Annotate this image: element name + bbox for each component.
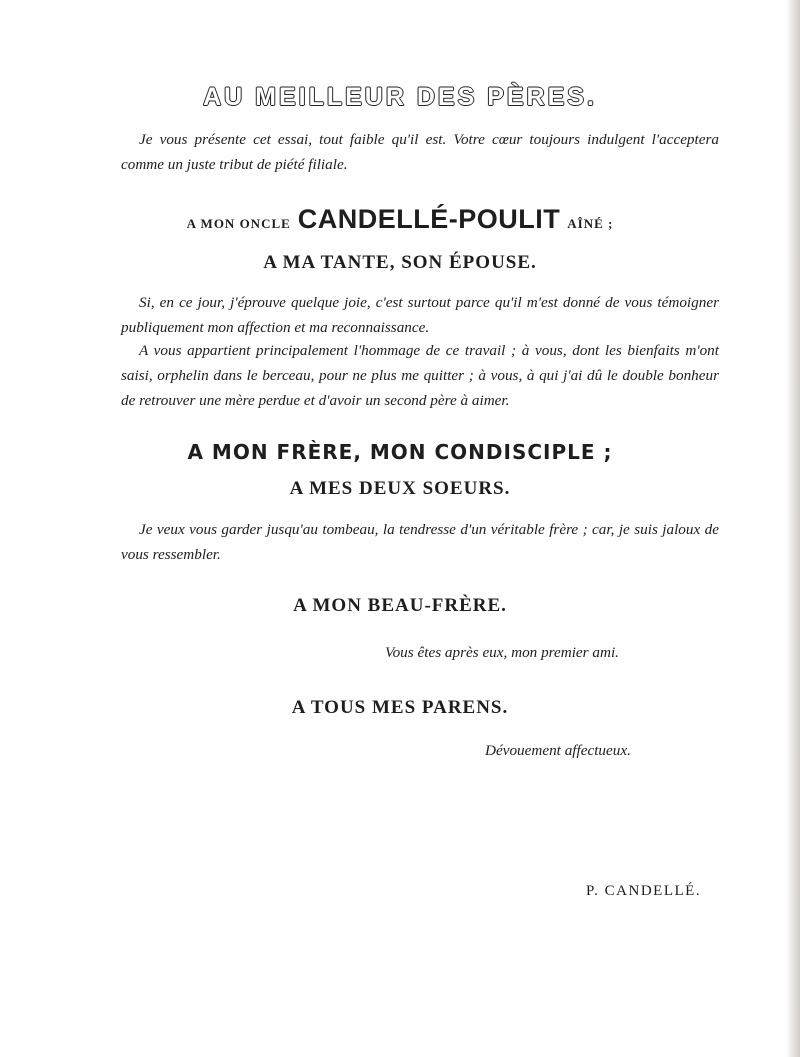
dedication-soeurs-heading: A MES DEUX SOEURS. bbox=[289, 478, 511, 499]
oncle-name: CANDELLÉ-POULIT bbox=[297, 204, 561, 234]
dedication-frere-heading: A MON FRÈRE, MON CONDISCIPLE ; bbox=[187, 440, 613, 464]
oncle-prefix: A MON ONCLE bbox=[186, 216, 291, 231]
dedication-beau-frere-text: Vous êtes après eux, mon premier ami. bbox=[385, 644, 619, 661]
dedication-beau-frere-heading: A MON BEAU-FRÈRE. bbox=[293, 595, 507, 616]
dedication-title: AU MEILLEUR DES PÈRES. bbox=[203, 83, 597, 111]
dedication-oncle-paragraph-1: Si, en ce jour, j'éprouve quelque joie, c'est surtout parce qu'il m'est donné de vous témoigner publiquement mon affection et ma reconnaissance. bbox=[121, 294, 719, 336]
dedication-tante-heading: A MA TANTE, SON ÉPOUSE. bbox=[263, 252, 537, 273]
oncle-suffix: AÎNÉ ; bbox=[567, 216, 614, 231]
author-signature: P. CANDELLÉ. bbox=[586, 883, 702, 899]
dedication-freres-paragraph: Je veux vous garder jusqu'au tombeau, la tendresse d'un véritable frère ; car, je suis jaloux de vous ressembler. bbox=[121, 521, 719, 563]
dedication-oncle-paragraph-2: A vous appartient principalement l'hommage de ce travail ; à vous, dont les bienfaits m'ont saisi, orphelin dans le berceau, pour ne plus me quitter ; à vous, à qui j'ai dû le double bonheur de retrouver une mère perdue et d'avoir un second père à aimer. bbox=[121, 342, 719, 409]
dedication-oncle-line bbox=[0, 202, 800, 241]
dedication-father-paragraph: Je vous présente cet essai, tout faible qu'il est. Votre cœur toujours indulgent l'acceptera comme un juste tribut de piété filiale. bbox=[121, 131, 719, 173]
dedication-parens-text: Dévouement affectueux. bbox=[485, 742, 631, 759]
page-edge-shadow bbox=[786, 0, 800, 1057]
dedication-parens-heading: A TOUS MES PARENS. bbox=[291, 697, 509, 718]
